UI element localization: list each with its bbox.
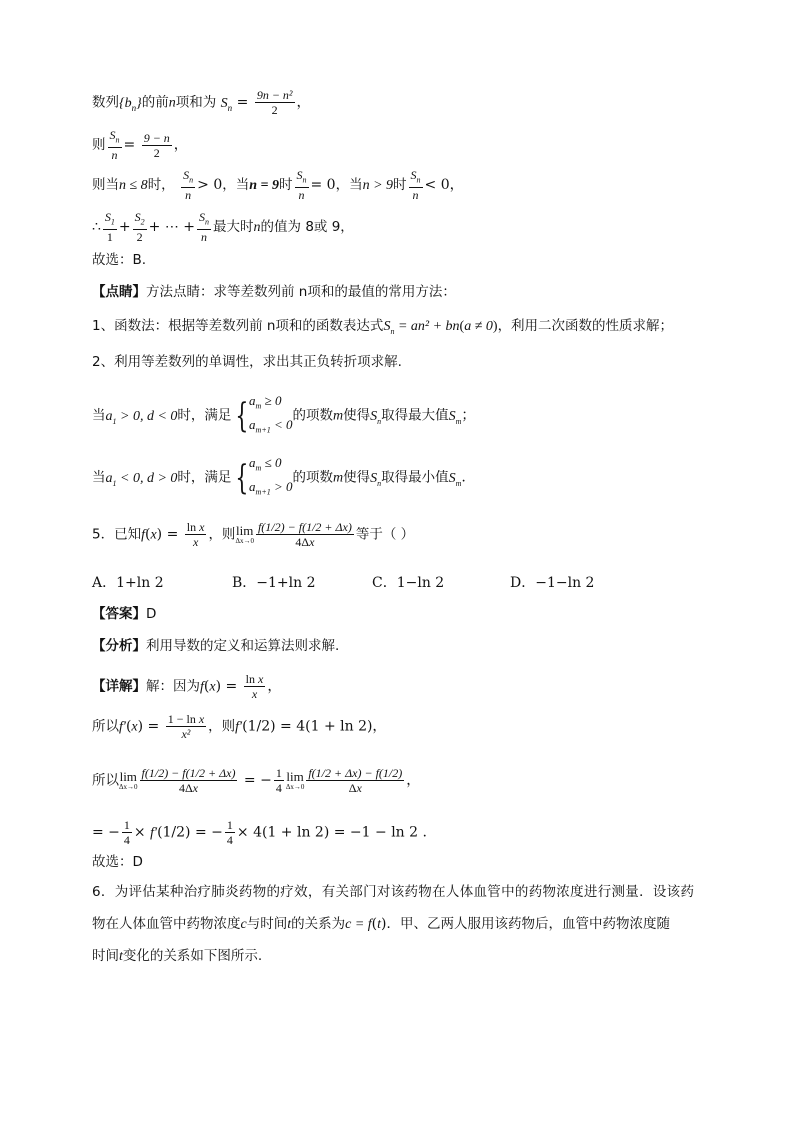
text: 项和为 — [175, 94, 217, 111]
text: ，利用二次函数的性质求解； — [497, 318, 674, 334]
fraction: $\frac{S_n}{n}$ — [199, 210, 210, 245]
text: 时 — [393, 177, 407, 194]
text: 最大时 — [213, 219, 254, 236]
option-c: C．1−ln 2 — [372, 575, 445, 591]
text: 时，满足 — [177, 469, 232, 486]
fraction: $\frac{1}{4}$ — [226, 818, 233, 847]
text: 所以 — [92, 772, 119, 789]
line-min-condition: 当$a_1 < 0$, d > 0时，满足 {$a_m \le 0$ $a_{m+1} > 0$的项数m使得$S_n$取得最小值$S_m$. — [92, 454, 466, 501]
fraction: $\frac{9 - n}{2}$ — [143, 130, 170, 160]
line-max: ∴ $\frac{S_1}{1}$ + $\frac{S_2}{2}$ + ⋯ + $\frac{S_n}{n}$ 最大时n的值为 8或 9， — [92, 210, 354, 245]
text: 的值为 8或 9， — [260, 219, 354, 236]
analysis-tag: 【分析】 — [92, 638, 146, 654]
text: 物在人体血管中药物浓度 — [92, 916, 241, 932]
line-cases: 则当n ≤ 8时， $\frac{S_n}{n}$ > 0，当n = 9时 $\frac{S_n}{n}$ = 0，当n > 9时 $\frac{S_n}{n}$ < 0， — [92, 168, 464, 203]
line-tip — [92, 282, 456, 302]
line-method-2: 2、利用等差数列的单调性，求出其正负转折项求解. — [92, 354, 402, 370]
option-d: D．−1−ln 2 — [510, 575, 595, 591]
option-b: B．−1+ln 2 — [232, 575, 316, 591]
text: ，当 — [222, 177, 250, 194]
text: 取得最小值 — [381, 469, 449, 486]
text: 当 — [92, 469, 106, 486]
text: 的关系为 — [291, 916, 346, 932]
detail-line: 【详解】解：因为f(x) = $\frac{\text{ln x}}{x}$ ， — [92, 672, 282, 701]
option-a: A．1+ln 2 — [92, 575, 164, 591]
answer-line — [92, 604, 156, 624]
line-choice-b: 故选：B. — [92, 252, 147, 268]
text: ，则 — [208, 718, 236, 735]
text: 时，满足 — [177, 407, 232, 424]
fraction: $\frac{1}{4}$ — [123, 818, 130, 847]
fraction: $\frac{f(1/2) - f(1/2 + \Delta x)}{4\Delta x}$ — [257, 520, 352, 549]
fraction: $\frac{S_2}{2}$ — [134, 210, 145, 245]
text: 使得 — [343, 469, 371, 486]
tip-tag: 【点睛】 — [92, 284, 146, 300]
limit-line: 所以lim Δx→0 $\frac{f(1/2) - f(1/2 + \Delta x)}{4\Delta x}$ = − $\frac{1}{4}$ lim Δx→0 $\frac{f(1/2 + \Delta x) - f(1/2)}{\Delta x}$ ， — [92, 766, 421, 795]
fraction: $\frac{\text{1 − ln x}}{\text{x²}}$ — [167, 712, 205, 741]
result-line: = − $\frac{1}{4}$ × f′(1/2) = − $\frac{1}{4}$ × 4(1 + ln 2) = −1 − ln 2 . — [92, 818, 427, 847]
text: 则 — [92, 137, 106, 154]
answer-tag: 【答案】 — [92, 606, 146, 622]
derivative-line: 所以f′(x) = $\frac{\text{1 − ln x}}{\text{x²}}$ ，则f′(1/2) = 4(1 + ln 2)， — [92, 712, 387, 741]
fraction: $\frac{S_n}{n}$ — [296, 168, 307, 203]
text: 时 — [279, 177, 293, 194]
text: 的项数 — [292, 407, 334, 424]
text: 与时间 — [246, 916, 288, 932]
inequality-system: $a_m \le 0$ $a_{m+1} > 0$ — [249, 455, 293, 497]
fraction: $\frac{f(1/2 + \Delta x) - f(1/2)}{\Delta x}$ — [308, 766, 403, 795]
line-ratio: 则 $\frac{S_n}{n}$ = $\frac{9 - n}{2}$ ， — [92, 128, 188, 163]
text: 时， — [147, 177, 175, 194]
text: 时间 — [92, 948, 119, 964]
text: 使得 — [343, 407, 371, 424]
text: 解：因为 — [146, 678, 200, 695]
fraction: $\frac{1}{4}$ — [275, 766, 282, 795]
text: 的前 — [141, 94, 169, 111]
q6-line-1: 6．为评估某种治疗肺炎药物的疗效，有关部门对该药物在人体血管中的药物浓度进行测量．设该药 — [92, 884, 695, 900]
fraction: $\frac{S_1}{1}$ — [104, 210, 115, 245]
fraction: $\frac{\text{ln x}}{x}$ — [245, 672, 264, 701]
text: ，则 — [208, 526, 236, 543]
detail-tag: 【详解】 — [92, 678, 146, 695]
text: 则当 — [92, 177, 119, 194]
text: 当 — [92, 407, 106, 424]
text: 5．已知 — [92, 526, 142, 543]
line-method-1: 1、函数法：根据等差数列前 n项和的函数表达式$S_n = an^2 + bn(a \ne 0)$，利用二次函数的性质求解； — [92, 318, 674, 336]
text: 1、函数法：根据等差数列前 n项和的函数表达式 — [92, 318, 384, 334]
text: 数列 — [92, 94, 119, 111]
choice-d-line: 故选：D — [92, 854, 143, 870]
q6-line-2: 物在人体血管中药物浓度c与时间t的关系为c = f(t)．甲、乙两人服用该药物后，血管中药物浓度随 — [92, 916, 670, 932]
fraction: $\frac{f(1/2) - f(1/2 + \Delta x)}{4\Delta x}$ — [141, 766, 236, 795]
line-max-condition: 当$a_1 > 0$, d < 0时，满足 {$a_m \ge 0$ $a_{m+1} < 0$的项数m使得$S_n$取得最大值$S_m$； — [92, 392, 475, 439]
text: ．甲、乙两人服用该药物后，血管中药物浓度随 — [386, 916, 670, 932]
fraction: $\frac{\text{ln x}}{x}$ — [186, 520, 205, 549]
text: 方法点睛：求等差数列前 n项和的最值的常用方法： — [146, 284, 456, 300]
text: ，当 — [335, 177, 363, 194]
q6-line-3: 时间t变化的关系如下图所示. — [92, 948, 263, 964]
q5-stem: 5．已知f(x) = $\frac{\text{ln x}}{x}$ ，则lim Δx→0 $\frac{f(1/2) - f(1/2 + \Delta x)}{4\Delta x}$ 等于（ ） — [92, 520, 415, 549]
text: 等于（ ） — [355, 526, 415, 543]
inequality-system: $a_m \ge 0$ $a_{m+1} < 0$ — [249, 393, 293, 435]
fraction: $\frac{\text{9n − n²}}{2}$ — [256, 88, 293, 117]
analysis-line — [92, 636, 339, 656]
fraction: $\frac{S_n}{n}$ — [183, 168, 194, 203]
text: 的项数 — [292, 469, 334, 486]
text: 利用导数的定义和运算法则求解. — [146, 638, 340, 654]
text: 变化的关系如下图所示. — [122, 948, 263, 964]
text: 取得最大值 — [381, 407, 449, 424]
answer-value: D — [146, 606, 157, 622]
fraction: $\frac{S_n}{n}$ — [109, 128, 120, 163]
line-sum-formula: 数列$\{b_n\}$的前n项和为 $S_n$ = $\frac{\text{9n − n²}}{2}$ ， — [92, 88, 311, 117]
text: 所以 — [92, 718, 119, 735]
fraction: $\frac{S_n}{n}$ — [410, 168, 421, 203]
